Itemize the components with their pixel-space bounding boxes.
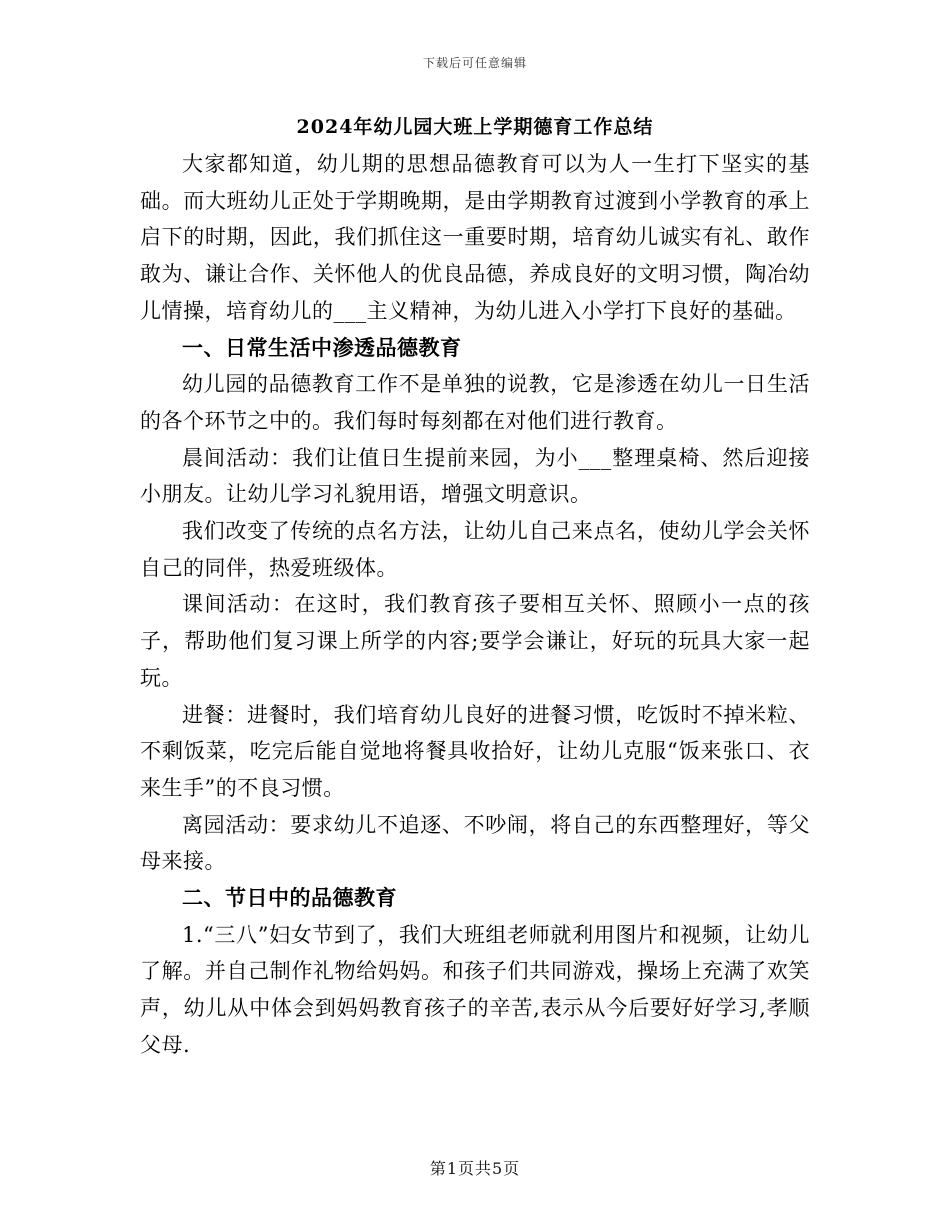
paragraph-meals: 进餐：进餐时，我们培育幼儿良好的进餐习惯，吃饭时不掉米粒、不剩饭菜，吃完后能自觉地将餐具收拾好，让幼儿克服“饭来张口、衣来生手”的不良习惯。: [140, 702, 810, 800]
section-heading-festivals: 二、节日中的品德教育: [182, 885, 397, 911]
paragraph-break-activity: 课间活动：在这时，我们教育孩子要相互关怀、照顾小一点的孩子，帮助他们复习课上所学的内容;要学会谦让，好玩的玩具大家一起玩。: [140, 592, 810, 690]
header-note: 下载后可任意编辑: [422, 56, 527, 70]
section-heading-daily-life: 一、日常生活中渗透品德教育: [182, 334, 462, 360]
paragraph-morning-activity: 晨间活动：我们让值日生提前来园，为小___整理桌椅、然后迎接小朋友。让幼儿学习礼貌用语，增强文明意识。: [140, 445, 810, 507]
paragraph-roll-call: 我们改变了传统的点名方法，让幼儿自己来点名，使幼儿学会关怀自己的同伴，热爱班级体。: [140, 519, 810, 580]
paragraph-intro: 大家都知道，幼儿期的思想品德教育可以为人一生打下坚实的基础。而大班幼儿正处于学期晚期，是由学期教育过渡到小学教育的承上启下的时期，因此，我们抓住这一重要时期，培育幼儿诚实有礼、敢作敢为、谦让合作、关怀他人的优良品德，养成良好的文明习惯，陶冶幼儿情操，培育幼儿的___主义精神，为幼儿进入小学打下良好的基础。: [140, 152, 810, 323]
paragraph-womens-day: 1.“三八”妇女节到了，我们大班组老师就利用图片和视频，让幼儿了解。并自己制作礼物给妈妈。和孩子们共同游戏，操场上充满了欢笑声，幼儿从中体会到妈妈教育孩子的辛苦,表示从今后要好好学习,孝顺父母.: [140, 922, 810, 1057]
paragraph-departure: 离园活动：要求幼儿不追逐、不吵闹，将自己的东西整理好，等父母来接。: [140, 812, 810, 874]
document-body: [140, 112, 810, 1064]
document-title: 2024年幼儿园大班上学期德育工作总结: [296, 116, 654, 138]
paragraph-daily-life: 幼儿园的品德教育工作不是单独的说教，它是渗透在幼儿一日生活的各个环节之中的。我们每时每刻都在对他们进行教育。: [140, 372, 810, 433]
page-number-footer: 第1页共5页: [429, 1159, 521, 1178]
